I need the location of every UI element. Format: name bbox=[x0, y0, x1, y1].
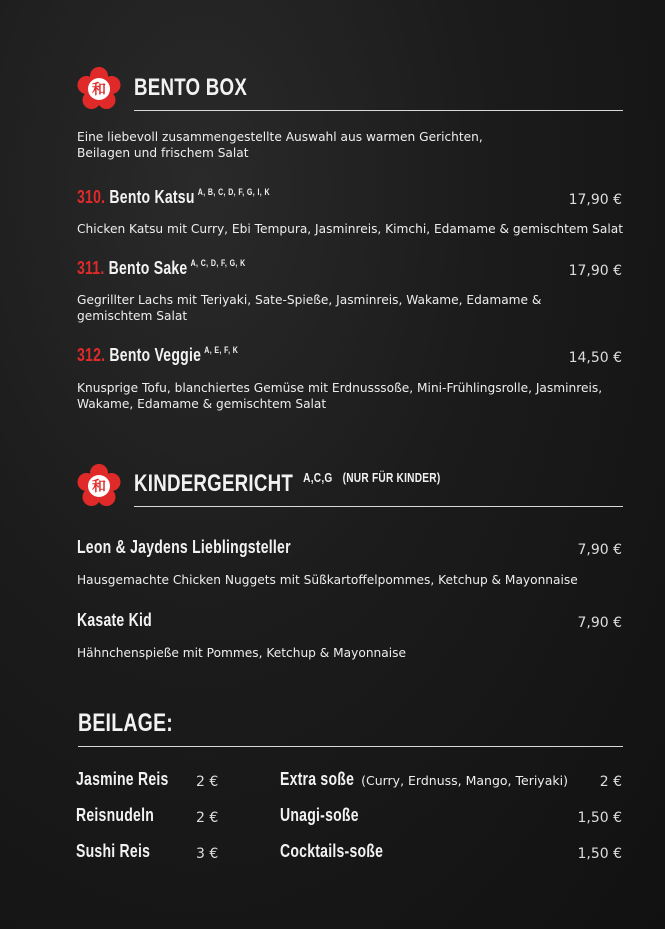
side-item-price: 1,50 € bbox=[577, 810, 622, 826]
menu-item-price: 7,90 € bbox=[577, 615, 622, 631]
section-title-sides: BEILAGE: bbox=[78, 709, 174, 737]
flower-logo-icon bbox=[77, 67, 121, 115]
side-item-name: Unagi-soße bbox=[280, 805, 359, 825]
menu-item-description: Hähnchenspieße mit Pommes, Ketchup & Mayonnaise bbox=[77, 646, 406, 660]
svg-text:和: 和 bbox=[92, 479, 106, 495]
side-item-name: Jasmine Reis bbox=[76, 769, 169, 789]
menu-item-title: 310. Bento Katsu $^{A, B, C, D, F, G, I, K}$ bbox=[77, 187, 270, 207]
menu-item-description: Gegrillter Lachs mit Teriyaki, Sate-Spieße, Jasminreis, Wakame, Edamame & gemischtem Salat bbox=[77, 293, 542, 323]
menu-item-description: Hausgemachte Chicken Nuggets mit Süßkartoffelpommes, Ketchup & Mayonnaise bbox=[77, 573, 578, 587]
menu-item-description: Knusprige Tofu, blanchiertes Gemüse mit Erdnusssoße, Mini-Frühlingsrolle, Jasminreis, Wakame, Edamame & gemischtem Salat bbox=[77, 381, 603, 411]
flower-logo-icon bbox=[77, 464, 121, 512]
side-item-name: Cocktails-soße bbox=[280, 841, 384, 861]
menu-item-price: 7,90 € bbox=[577, 542, 622, 558]
menu-item-description: Chicken Katsu mit Curry, Ebi Tempura, Jasminreis, Kimchi, Edamame & gemischtem Salat bbox=[77, 222, 623, 236]
side-item-name: Extra soße (Curry, Erdnuss, Mango, Teriyaki) bbox=[280, 769, 568, 789]
menu-item-title: Kasate Kid bbox=[77, 610, 152, 630]
menu-item-price: 17,90 € bbox=[568, 263, 622, 279]
menu-item-title: 311. Bento Sake $^{A, C, D, F, G, K}$ bbox=[77, 258, 246, 278]
side-item-name: Sushi Reis bbox=[76, 841, 151, 861]
side-item-price: 1,50 € bbox=[577, 846, 622, 862]
svg-text:和: 和 bbox=[92, 82, 106, 98]
side-item-price: 2 € bbox=[599, 774, 622, 790]
side-item-price: 2 € bbox=[196, 774, 219, 790]
divider bbox=[78, 746, 623, 747]
divider bbox=[134, 506, 623, 507]
divider bbox=[134, 110, 623, 111]
section-intro: Eine liebevoll zusammengestellte Auswahl aus warmen Gerichten, Beilagen und frischem Salat bbox=[77, 130, 483, 160]
section-title-kids: KINDERGERICHT $^{A,C,G}$ $^{(NUR FÜR KINDER)}$ bbox=[134, 470, 441, 497]
menu-item-title: 312. Bento Veggie $^{A, E, F, K}$ bbox=[77, 345, 239, 365]
side-item-name: Reisnudeln bbox=[76, 805, 155, 825]
menu-item-price: 17,90 € bbox=[568, 192, 622, 208]
side-item-price: 3 € bbox=[196, 846, 219, 862]
menu-item-price: 14,50 € bbox=[568, 350, 622, 366]
section-title-bento: BENTO BOX bbox=[134, 74, 248, 101]
menu-item-title: Leon & Jaydens Lieblingsteller bbox=[77, 537, 291, 557]
side-item-price: 2 € bbox=[196, 810, 219, 826]
